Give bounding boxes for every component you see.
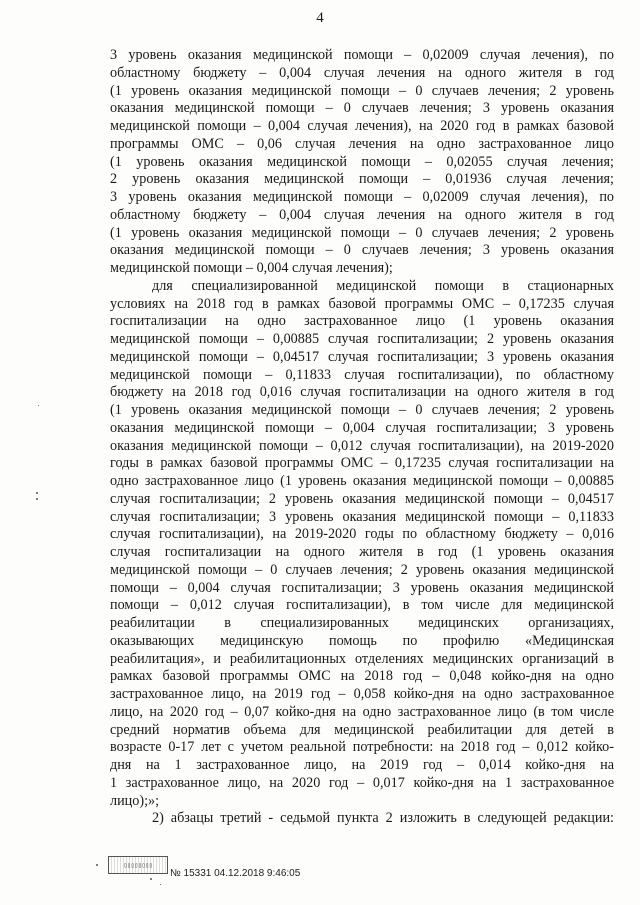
text-line: оказания медицинской помощи – 0,012 случая госпитализации), на 2019-2020 — [110, 437, 614, 454]
text-line: областному бюджету – 0,004 случая лечения на одного жителя в год — [110, 64, 614, 81]
text-line: рамках базовой программы ОМС на 2018 год – 0,048 койко-дня на одно — [110, 668, 614, 685]
text-line: оказания медицинской помощи – 0 случаев лечения; 3 уровень оказания — [110, 242, 614, 259]
text-line: дня на 1 застрахованное лицо, на 2019 год – 0,014 койко-дня на — [110, 757, 614, 773]
text-line: возрасте 0-17 лет с учетом реальной потребности: на 2018 год – 0,012 койко- — [110, 739, 614, 756]
text-line: случая госпитализации; 2 уровень оказания медицинской помощи – 0,04517 — [110, 490, 614, 507]
scan-speck — [96, 864, 98, 866]
text-line: годы в рамках базовой программы ОМС – 0,17235 случая госпитализации на — [110, 455, 614, 472]
text-line: помощи – 0,004 случая госпитализации; 3 уровень оказания медицинской — [110, 579, 614, 596]
text-line: 3 уровень оказания медицинской помощи – 0,02009 случая лечения), по — [110, 47, 614, 63]
text-line: оказывающих медицинскую помощь по профилю «Медицинская — [110, 632, 614, 649]
text-line: 3 уровень оказания медицинской помощи – 0,02009 случая лечения), по — [110, 189, 614, 205]
scan-speck — [160, 884, 161, 885]
text-line: (1 уровень оказания медицинской помощи – 0,02055 случая лечения; — [110, 153, 614, 170]
text-line: 2) абзацы третий - седьмой пункта 2 изложить в следующей редакции: — [152, 810, 614, 827]
text-line: (1 уровень оказания медицинской помощи – 0 случаев лечения; 2 уровень — [110, 82, 614, 99]
text-line: застрахованное лицо, на 2019 год – 0,058 койко-дня на одно застрахованное — [110, 686, 614, 702]
text-line: одно застрахованное лицо (1 уровень оказания медицинской помощи – 0,00885 — [110, 473, 614, 489]
text-line: случая госпитализации на одного жителя в год (1 уровень оказания — [110, 544, 614, 560]
text-line: для специализированной медицинской помощи в стационарных — [152, 277, 614, 294]
scan-speck — [36, 498, 38, 500]
text-line: областному бюджету – 0,004 случая лечения на одного жителя в год — [110, 206, 614, 223]
page-number: 4 — [316, 10, 324, 26]
text-line: лицо);»; — [110, 792, 160, 809]
text-line: реабилитации в специализированных медицинских организациях, — [110, 615, 614, 631]
text-line: оказания медицинской помощи – 0 случаев лечения; 3 уровень оказания — [110, 100, 614, 117]
text-line: случая госпитализации; 3 уровень оказания медицинской помощи – 0,11833 — [110, 508, 614, 525]
text-line: бюджету на 2018 год 0,016 случая госпитализации на одного жителя в год — [110, 384, 614, 401]
text-line: программы ОМС – 0,06 случая лечения на одно застрахованное лицо — [110, 135, 614, 152]
text-line: помощи – 0,012 случая госпитализации), в том числе для медицинской — [110, 597, 614, 614]
text-line: средний норматив объема для медицинской реабилитации для детей в — [110, 721, 614, 738]
text-line: медицинской помощи – 0,04517 случая госпитализации; 3 уровень оказания — [110, 348, 614, 365]
document-id: № 15331 04.12.2018 9:46:05 — [170, 868, 301, 879]
text-line: медицинской помощи – 0,004 случая лечения); — [110, 260, 393, 276]
text-line: медицинской помощи – 0,004 случая лечения), на 2020 год в рамках базовой — [110, 118, 614, 134]
text-line: (1 уровень оказания медицинской помощи – 0 случаев лечения; 2 уровень — [110, 224, 614, 241]
scan-speck — [38, 405, 39, 406]
scan-speck — [36, 492, 38, 494]
text-line: госпитализации на одно застрахованное лицо (1 уровень оказания — [110, 313, 614, 330]
barcode-stamp: ▯▯▯▯▯▯▯▯ — [108, 856, 168, 874]
text-line: условиях на 2018 год в рамках базовой программы ОМС – 0,17235 случая — [110, 295, 614, 312]
text-line: медицинской помощи – 0,00885 случая госпитализации; 2 уровень оказания — [110, 331, 614, 347]
text-line: медицинской помощи – 0,11833 случая госпитализации), по областному — [110, 366, 614, 383]
text-line: 2 уровень оказания медицинской помощи – 0,01936 случая лечения; — [110, 171, 614, 188]
text-line: реабилитация», и реабилитационных отделениях медицинских организаций в — [110, 650, 614, 667]
text-line: лицо, на 2020 год – 0,07 койко-дня на одно застрахованное лицо (в том числе — [110, 703, 614, 720]
text-line: медицинской помощи – 0 случаев лечения; 2 уровень оказания медицинской — [110, 561, 614, 578]
body-text — [110, 47, 614, 828]
footer — [0, 850, 640, 905]
text-line: (1 уровень оказания медицинской помощи – 0 случаев лечения; 2 уровень — [110, 402, 614, 418]
text-line: случая госпитализации), на 2019-2020 годы по областному бюджету – 0,016 — [110, 526, 614, 543]
scan-speck — [150, 878, 152, 880]
text-line: оказания медицинской помощи – 0,004 случая госпитализации; 3 уровень — [110, 419, 614, 436]
text-line: 1 застрахованное лицо, на 2020 год – 0,017 койко-дня на 1 застрахованное — [110, 774, 614, 791]
